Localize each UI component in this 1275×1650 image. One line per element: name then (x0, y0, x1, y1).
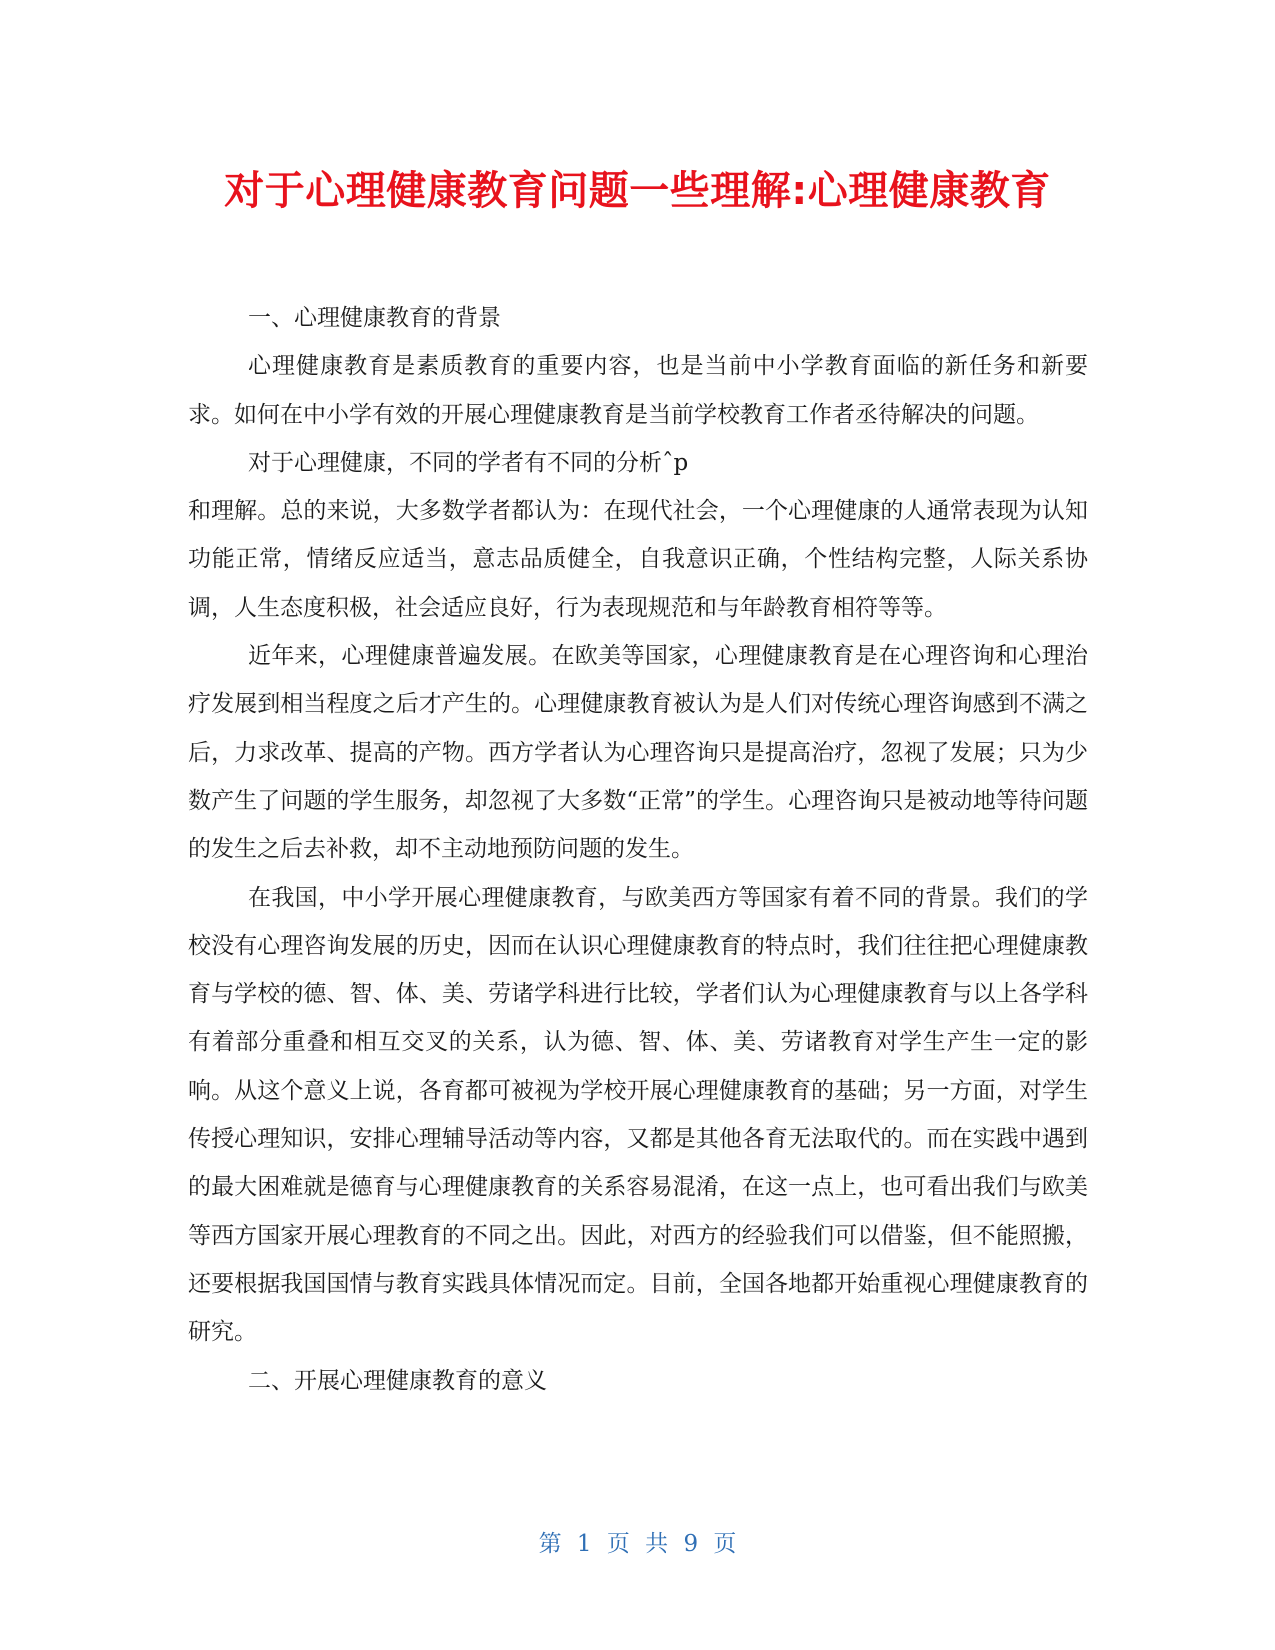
paragraph-west: 近年来，心理健康普遍发展。在欧美等国家，心理健康教育是在心理咨询和心理治疗发展到相当程度之后才产生的。心理健康教育被认为是人们对传统心理咨询感到不满之后，力求改革、提高的产物。西方学者认为心理咨询只是提高治疗，忽视了发展；只为少数产生了问题的学生服务，却忽视了大多数“正常”的学生。心理咨询只是被动地等待问题的发生之后去补救，却不主动地预防问题的发生。 (188, 643, 1088, 863)
paragraph-china: 在我国，中小学开展心理健康教育，与欧美西方等国家有着不同的背景。我们的学校没有心理咨询发展的历史，因而在认识心理健康教育的特点时，我们往往把心理健康教育与学校的德、智、体、美、劳诸学科进行比较，学者们认为心理健康教育与以上各学科有着部分重叠和相互交叉的关系，认为德、智、体、美、劳诸教育对学生产生一定的影响。从这个意义上说，各育都可被视为学校开展心理健康教育的基础；另一方面，对学生传授心理知识，安排心理辅导活动等内容，又都是其他各育无法取代的。而在实践中遇到的最大困难就是德育与心理健康教育的关系容易混淆，在这一点上，也可看出我们与欧美等西方国家开展心理教育的不同之出。因此，对西方的经验我们可以借鉴，但不能照搬，还要根据我国国情与教育实践具体情况而定。目前，全国各地都开始重视心理健康教育的研究。 (188, 884, 1088, 1346)
section-heading-significance: 二、开展心理健康教育的意义 (248, 1367, 547, 1394)
paragraph-intro: 心理健康教育是素质教育的重要内容，也是当前中小学教育面临的新任务和新要求。如何在中小学有效的开展心理健康教育是当前学校教育工作者丞待解决的问题。 (188, 353, 1088, 428)
page-number-label: 第 1 页 共 9 页 (538, 1531, 737, 1557)
section-heading-background: 一、心理健康教育的背景 (248, 305, 501, 331)
paragraph-definition-cont: 和理解。总的来说，大多数学者都认为：在现代社会，一个心理健康的人通常表现为认知功能正常，情绪反应适当，意志品质健全，自我意识正确，个性结构完整，人际关系协调，人生态度积极，社会适应良好，行为表现规范和与年龄教育相符等等。 (188, 498, 1088, 621)
paragraph-definition-start: 对于心理健康，不同的学者有不同的分析ˆp (248, 449, 689, 476)
page-number-footer (0, 1528, 1275, 1560)
document-body (188, 294, 1088, 1405)
document-title: 对于心理健康教育问题一些理解:心理健康教育 (224, 168, 1051, 214)
